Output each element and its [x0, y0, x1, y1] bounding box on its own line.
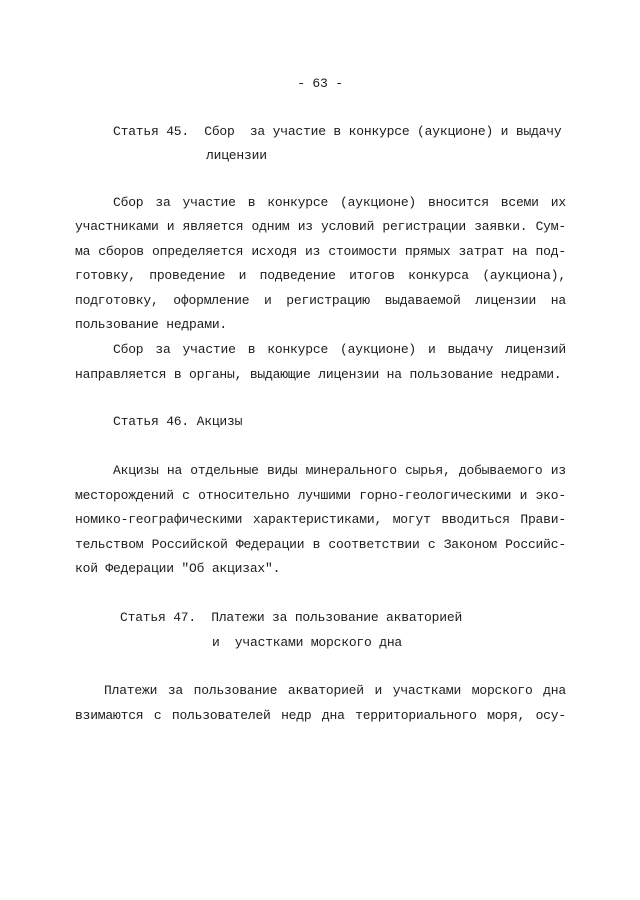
article-47-para1-line2	[75, 708, 566, 724]
word: исходя	[251, 244, 297, 259]
word: Сум-	[535, 219, 566, 234]
word: Российской	[151, 537, 228, 552]
word: участками	[392, 683, 462, 698]
word: с	[182, 488, 190, 503]
word: отдельные	[190, 463, 259, 478]
word: взимаются	[75, 708, 144, 723]
word: дна	[543, 683, 566, 698]
word: пользование	[193, 683, 278, 698]
article-45-para1-line2	[75, 219, 566, 235]
word: Акцизы	[113, 463, 159, 478]
word: морского	[471, 683, 533, 698]
article-45-para2-line2: направляется в органы, выдающие лицензии на пользование недрами.	[75, 367, 562, 382]
word: является	[182, 219, 244, 234]
word: участие	[182, 342, 236, 357]
word: в	[247, 195, 256, 210]
word: недр	[281, 708, 312, 723]
word: Российс-	[505, 537, 566, 552]
word: определяется	[152, 244, 244, 259]
word: с	[427, 537, 436, 552]
word: и	[238, 268, 247, 283]
word: характеристиками,	[252, 512, 383, 527]
article-46-heading: Статья 46. Акцизы	[113, 414, 243, 429]
word: вводиться	[441, 512, 510, 527]
article-45-heading: Статья 45. Сбор за участие в конкурсе (аукционе) и выдачу	[113, 124, 562, 139]
word: конкурсе	[267, 195, 329, 210]
article-45-para1-line6: пользование недрами.	[75, 317, 228, 332]
word: выдачу	[447, 342, 494, 357]
word: на	[166, 463, 183, 478]
word: на	[550, 293, 566, 308]
article-46-para1-line5: кой Федерации "Об акцизах".	[75, 561, 281, 576]
word: осу-	[535, 708, 566, 723]
word: соответствии	[328, 537, 420, 552]
word: всеми	[500, 195, 539, 210]
word: Прави-	[520, 512, 566, 527]
word: их	[550, 195, 566, 210]
word: регистрации	[382, 219, 467, 234]
word: регистрацию	[286, 293, 370, 308]
word: участие	[182, 195, 236, 210]
word: лучшими	[297, 488, 351, 503]
word: итогов	[349, 268, 395, 283]
word: подведение	[259, 268, 336, 283]
word: добываемого	[458, 463, 543, 478]
word: и	[519, 488, 528, 503]
word: и	[166, 219, 175, 234]
word: и	[374, 683, 383, 698]
word: и	[263, 293, 272, 308]
word: прямых	[404, 244, 451, 259]
word: Сбор	[113, 342, 144, 357]
word: сборов	[98, 244, 144, 259]
article-45-para1-line1	[113, 195, 566, 211]
article-46-para1-line4	[75, 537, 566, 553]
word: условий	[321, 219, 375, 234]
article-47-heading: Статья 47. Платежи за пользование акваторией	[120, 610, 463, 625]
article-45-para1-line5	[75, 293, 566, 309]
word: из	[305, 244, 321, 259]
word: дна	[321, 708, 345, 723]
word: территориального	[355, 708, 477, 723]
article-45-para1-line3	[75, 244, 566, 260]
word: акваторией	[287, 683, 364, 698]
word: тельством	[75, 537, 144, 552]
article-46-para1-line1	[113, 463, 566, 479]
word: минерального	[305, 463, 397, 478]
article-45-heading-continuation: лицензии	[206, 148, 267, 163]
word: из	[297, 219, 313, 234]
word: месторождений	[75, 488, 174, 503]
article-45-para2-line1	[113, 342, 566, 358]
word: стоимости	[328, 244, 397, 259]
word: проведение	[149, 268, 226, 283]
word: в	[312, 537, 321, 552]
word: с	[153, 708, 162, 723]
word: заявки.	[474, 219, 528, 234]
word: из	[550, 463, 566, 478]
word: за	[155, 342, 171, 357]
word: конкурсе	[267, 342, 329, 357]
word: номико-географическими	[75, 512, 243, 527]
article-47-para1-line1	[104, 683, 566, 699]
word: оформление	[173, 293, 250, 308]
word: одним	[251, 219, 290, 234]
word: Федерации	[235, 537, 305, 552]
word: конкурса	[408, 268, 469, 283]
page-number: - 63 -	[297, 76, 343, 91]
word: моря,	[487, 708, 526, 723]
word: Платежи	[104, 683, 158, 698]
article-47-heading-continuation: и участками морского дна	[212, 635, 403, 650]
word: относительно	[198, 488, 290, 503]
word: ма	[75, 244, 91, 259]
word: лицензии	[475, 293, 537, 308]
word: лицензий	[505, 342, 566, 357]
word: пользователей	[171, 708, 271, 723]
word: виды	[266, 463, 298, 478]
word: (аукционе)	[340, 342, 417, 357]
article-46-para1-line2	[75, 488, 566, 504]
word: (аукционе)	[340, 195, 417, 210]
word: могут	[392, 512, 431, 527]
word: на	[512, 244, 528, 259]
word: эко-	[535, 488, 566, 503]
word: Сбор	[113, 195, 144, 210]
word: сырья,	[405, 463, 451, 478]
word: готовку,	[75, 268, 136, 283]
word: затрат	[458, 244, 505, 259]
word: Законом	[443, 537, 497, 552]
word: подготовку,	[75, 293, 159, 308]
word: (аукциона),	[482, 268, 566, 283]
word: выдаваемой	[384, 293, 461, 308]
article-46-para1-line3	[75, 512, 566, 528]
word: горно-геологическими	[359, 488, 512, 503]
word: за	[155, 195, 171, 210]
word: в	[247, 342, 256, 357]
word: участниками	[75, 219, 159, 234]
article-45-para1-line4	[75, 268, 566, 284]
word: под-	[535, 244, 566, 259]
word: вносится	[427, 195, 489, 210]
word: за	[167, 683, 184, 698]
word: и	[427, 342, 436, 357]
